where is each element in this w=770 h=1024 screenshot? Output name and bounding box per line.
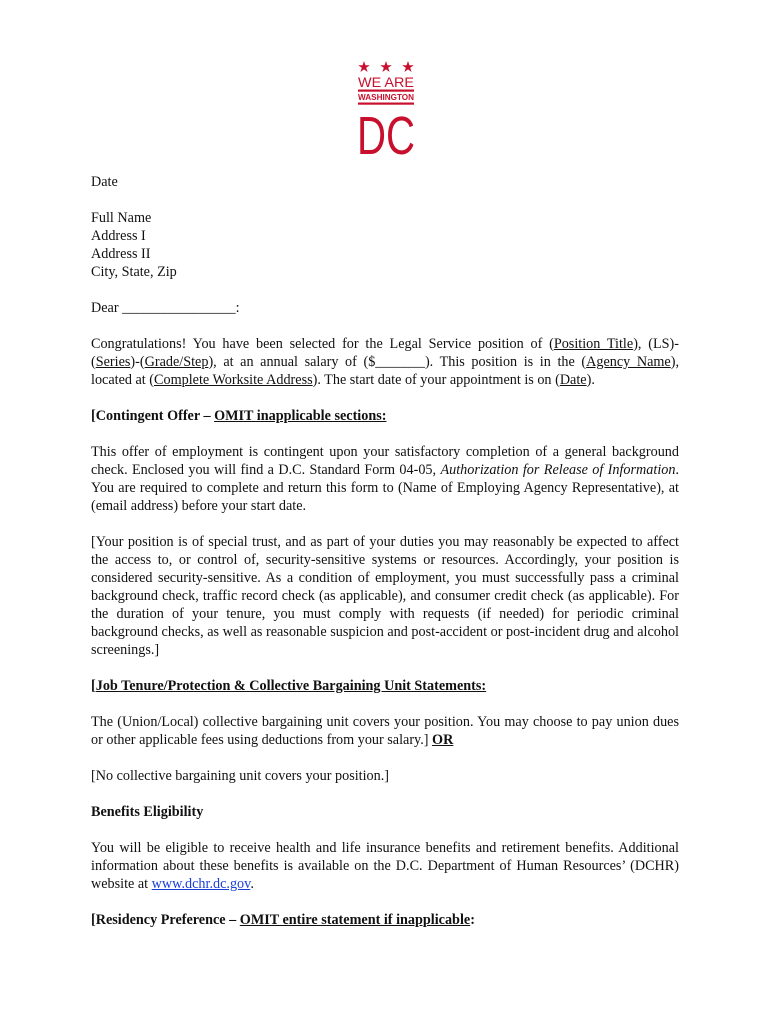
recipient-city-state-zip: City, State, Zip — [91, 264, 177, 280]
logo-rule-bottom — [358, 103, 414, 105]
selection-paragraph: Congratulations! You have been selected for the Legal Service position of (Position Title), (LS)-(Series)-(Grade/Step), at an annual salary of ($_______). This position is in the (Agency Name), located at (Complete Worksite Address). The start date of your appointment is on (Date). — [91, 336, 679, 388]
benefits-paragraph: You will be eligible to receive health and life insurance benefits and retirement benefits. Additional information about these benefits is available on the D.C. Department of Human Resources’ (DCHR) website at www.dchr.dc.gov. — [91, 840, 679, 892]
position-title-field: Position Title — [553, 336, 634, 352]
star-icon — [358, 61, 370, 72]
letter-date: Date — [91, 174, 118, 190]
star-icon — [380, 61, 392, 72]
series-field: Series — [95, 354, 131, 370]
recipient-full-name: Full Name — [91, 210, 152, 226]
agency-name-field: Agency Name — [586, 354, 671, 370]
dchr-website-link[interactable]: www.dchr.dc.gov — [151, 876, 251, 892]
logo-we-are: WE ARE — [358, 75, 414, 90]
recipient-address-2: Address II — [91, 246, 151, 262]
recipient-address-1: Address I — [91, 228, 146, 244]
start-date-field: Date — [559, 372, 587, 388]
authorization-form-name: Authorization for Release of Information — [440, 462, 676, 478]
background-check-paragraph: This offer of employment is contingent upon your satisfactory completion of a general background check. Enclosed you will find a D.C. Standard Form 04-05, Authorization for Release of Information. You are required to complete and return this form to (Name of Employing Agency Representative), at (email address) before your start date. — [91, 444, 680, 514]
we-are-washington-dc-logo — [352, 58, 420, 166]
logo-rule-top — [358, 90, 414, 92]
contingent-offer-heading: [Contingent Offer – OMIT inapplicable sections: — [91, 408, 387, 424]
special-trust-paragraph: [Your position is of special trust, and as part of your duties you may reasonably be expected to affect the access to, or control of, security-sensitive systems or resources. Accordingly, your position is considered security-sensitive. As a condition of employment, you must successfully pass a criminal background check, traffic record check (as applicable), and consumer credit check (as applicable). For the duration of your tenure, you must comply with requests (if needed) for periodic criminal background checks, as well as reasonable suspicion and post-accident or post-incident drug and alcohol screenings.] — [91, 534, 679, 658]
job-tenure-heading: [Job Tenure/Protection & Collective Bargaining Unit Statements: — [91, 678, 487, 694]
worksite-address-field: Complete Worksite Address — [154, 372, 313, 388]
residency-preference-heading: [Residency Preference – OMIT entire statement if inapplicable: — [91, 912, 475, 928]
star-icon — [402, 61, 414, 72]
letter-body — [91, 173, 679, 929]
logo-stars — [358, 61, 414, 72]
union-paragraph: The (Union/Local) collective bargaining unit covers your position. You may choose to pay union dues or other applicable fees using deductions from your salary.] OR — [91, 714, 679, 748]
omit-inapplicable-note: OMIT inapplicable sections: — [214, 408, 387, 424]
no-union-paragraph: [No collective bargaining unit covers your position.] — [91, 768, 389, 784]
or-marker: OR — [432, 732, 454, 748]
benefits-heading: Benefits Eligibility — [91, 804, 204, 820]
omit-entire-note: OMIT entire statement if inapplicable — [239, 912, 471, 928]
grade-step-field: Grade/Step — [144, 354, 209, 370]
salutation: Dear ________________: — [91, 300, 240, 316]
logo-washington: WASHINGTON — [358, 93, 415, 102]
logo-dc: DC — [357, 106, 415, 166]
